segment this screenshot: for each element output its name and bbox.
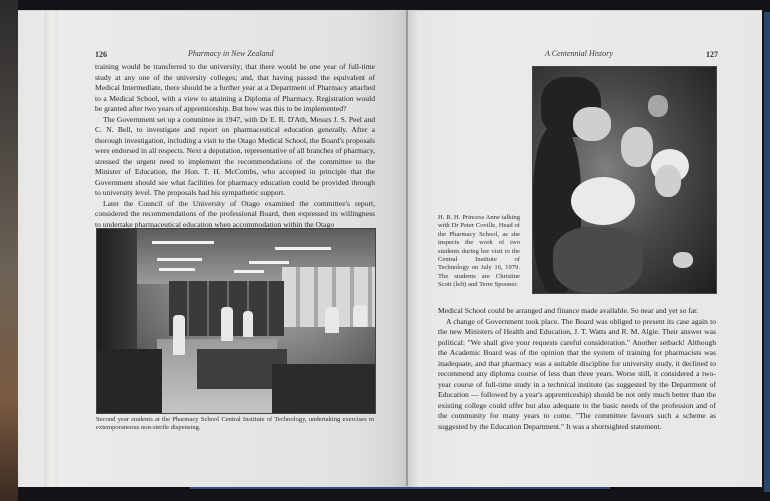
- photo-student: [325, 307, 339, 333]
- photo-figure: [553, 227, 643, 293]
- photo-face: [621, 127, 653, 167]
- paragraph: Medical School could be arranged and finance made available. So near and yet so far.: [438, 306, 699, 315]
- right-body-text: [438, 306, 716, 432]
- photo-cap: [571, 177, 635, 225]
- ceiling-light: [157, 258, 202, 261]
- ceiling-light: [234, 270, 264, 273]
- left-running-head: Pharmacy in New Zealand: [188, 49, 274, 58]
- ceiling-light: [152, 241, 214, 244]
- book-cover-edge-right: [764, 12, 770, 492]
- paragraph: The Government set up a committee in 1947, with Dr E. R. D'Ath, Messrs J. S. Peel and C. N. Bell, to investigate and report on pharmaceutical education generally. After a thorough investigation, including a visit to the Otago Medical School, the Board's proposals were endorsed in all respects. Next a deputation, representative of all branches of pharmacy, stressed the urgent need to implement the recommendations of the committee to the Minister of Education, the Hon. T. H. McCombs, who accepted in principle that the Government should see what facilities for pharmacy education could be provided through to university level. The proposals had his sympathetic support.: [95, 114, 375, 197]
- page-edges-stack: [44, 11, 58, 487]
- photo-bench: [97, 349, 162, 413]
- ceiling-light: [159, 268, 195, 271]
- paragraph: training would be transferred to the university; that there would be one year of full-time study at any one of the university colleges; and, that having passed the equivalent of Medical Intermediate, there should be a further year at a Department of Pharmacy attached to a Medical School, with a view to attaining a Diploma of Pharmacy. Registration would be granted after two years of apprenticeship. But how was this to be implemented?: [95, 62, 375, 113]
- left-photo-caption: Second year students at the Pharmacy School Central Institute of Technology, undertaking exercises in extemporaneous non-sterile dispensing.: [96, 416, 374, 432]
- photo-bench: [272, 364, 375, 413]
- photo-hand: [673, 252, 693, 268]
- photo-student: [353, 305, 367, 327]
- photo-student: [221, 307, 233, 341]
- princess-anne-visit-photo: [532, 66, 717, 294]
- photo-student: [243, 311, 253, 337]
- right-page-number: 127: [706, 50, 718, 59]
- paragraph: Later the Council of the University of Otago examined the committee's report, considered the recommendations of the professional Board, then expressed its willingness to undertake pharmaceutical education when accommodation within the Otago: [95, 198, 375, 229]
- pharmacy-laboratory-photo: [96, 228, 376, 414]
- right-running-head: A Centennial History: [545, 49, 613, 58]
- right-photo-caption: H. R. H. Princess Anne talking with Dr Peter Coville, Head of the Pharmacy School, as she inspects the work of two students during her visit to the Central Institute of Technology on July 16, 1979. The students are Christine Scott (left) and Terre Spooner.: [438, 214, 520, 289]
- photo-face: [648, 95, 668, 117]
- photo-face: [573, 107, 611, 141]
- left-page-number: 126: [95, 50, 107, 59]
- background-left-object: [0, 0, 18, 501]
- left-body-text: [95, 62, 375, 230]
- paragraph: A change of Government took place. The Board was obliged to present its case again to the new Ministers of Health and Education, J. T. Watts and R. M. Algie. Their answer was political: "We shall give your requests careful consideration." Another setback! Although the Academic Board was of the opinion that the system of training for pharmacists was inadequate, and that pharmacy was a suitable discipline for university study, it declined to recommend any diploma course of less than three years. Worse still, it considered a two-year course of full-time study in a technical institute (as suggested by the Department of Education — followed by a year's apprenticeship) should be not only much better than the existing college could offer but also adequate to the basic needs of the profession and of the community for many years to come. "The committee favours such a scheme as suggested by the Education Department." It was a shortsighted statement.: [438, 316, 716, 431]
- ceiling-light: [275, 247, 331, 250]
- ceiling-light: [249, 261, 289, 264]
- photo-face: [655, 165, 681, 197]
- photo-student: [173, 315, 185, 355]
